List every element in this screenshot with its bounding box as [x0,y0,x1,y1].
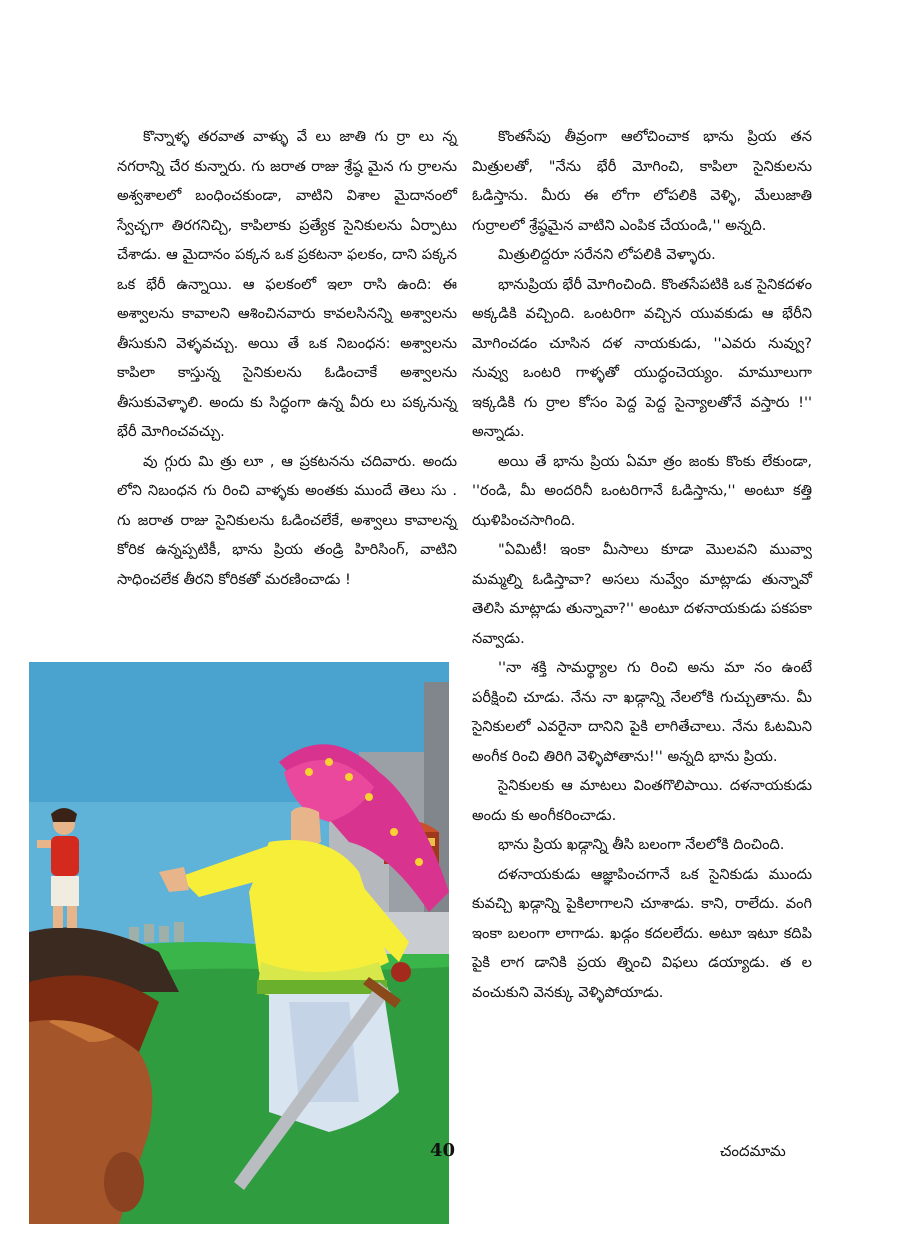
left-text-column [117,122,457,594]
story-illustration [29,662,449,1224]
right-text-column [472,122,812,1007]
left-paragraph-2: వు గ్గురు మి త్రు లూ , ఆ ప్రకటనను చదివారు. అందు లోని నిబంధన గు రించి వాళ్ళకు అంతకు ముందే తెలు సు . గు జరాత రాజు సైనికులను ఓడించలేకే, అశ్వాలు కావాలన్న కోరిక ఉన్నప్పటికీ, భాను ప్రియ తండ్రి హిరిసింగ్, వాటిని సాధించలేక తీరని కోరికతో మరణించాడు ! [117,452,457,588]
right-paragraph-2: మిత్రులిద్దరూ సరేనని లోపలికి వెళ్ళారు. [498,246,716,263]
right-paragraph-9: దళనాయకుడు ఆజ్ఞాపించగానే ఒక సైనికుడు ముందు కువచ్చి ఖడ్గాన్ని పైకిలాగాలని చూశాడు. కాని, రాలేదు. వంగి ఇంకా బలంగా లాగాడు. ఖడ్గం కదలలేదు. అటూ ఇటూ కదిపి పైకి లాగ డానికి ప్రయ త్నించి విఫలు డయ్యాడు. త ల వంచుకుని వెనక్కు వెళ్ళిపోయాడు. [472,865,812,1001]
magazine-name: చందమామ [720,1142,786,1160]
right-paragraph-3: భానుప్రియ భేరీ మోగించింది. కొంతసేపటికి ఒక సైనికదళం అక్కడికి వచ్చింది. ఒంటరిగా వచ్చిన యువకుడు ఆ భేరీని మోగించడం చూసిన దళ నాయకుడు, ''ఎవరు నువ్వు? నువ్వు ఒంటరి గాళ్ళతో యుద్ధంచెయ్యం. మామూలుగా ఇక్కడికి గు ర్రాల కోసం పెద్ద పెద్ద సైన్యాలతోనే వస్తారు !'' అన్నాడు. [472,275,812,440]
right-paragraph-4: అయి తే భాను ప్రియ ఏమా త్రం జంకు కొంకు లేకుండా, ''రండి, మీ అందరినీ ఒంటరిగానే ఓడిస్తాను,'' అంటూ కత్తి ఝళిపించసాగింది. [472,452,812,529]
page-number: 40 [430,1140,456,1161]
right-paragraph-6: ''నా శక్తి సామర్థ్యాల గు రించి అను మా నం ఉంటే పరీక్షించి చూడు. నేను నా ఖడ్గాన్ని నేలలోకి గుచ్చుతాను. మీ సైనికులలో ఎవరైనా దానిని పైకి లాగితేచాలు. నేను ఓటమిని అంగీక రించి తిరిగి వెళ్ళిపోతాను!'' అన్నది భాను ప్రియ. [472,659,812,765]
left-paragraph-1: కొన్నాళ్ళ తరవాత వాళ్ళు వే లు జాతి గు ర్రా లు న్న నగరాన్ని చేర కున్నారు. గు జరాత రాజు శ్రేష్ఠ మైన గు ర్రాలను అశ్వశాలలో బంధించకుండా, వాటిని విశాల మైదానంలో స్వేచ్ఛగా తిరగనిచ్చి, కాపిలాకు ప్రత్యేక సైనికులను ఏర్పాటు చేశాడు. ఆ మైదానం పక్కన ఒక ప్రకటనా ఫలకం, దాని పక్కన ఒక భేరీ ఉన్నాయి. ఆ ఫలకంలో ఇలా రాసి ఉంది: ఈ అశ్వాలను కావాలని ఆశించినవారు కావలసినన్ని అశ్వాలను తీసుకుని వెళ్ళవచ్చు. అయి తే ఒక నిబంధన: అశ్వాలను కాపిలా కాస్తున్న సైనికులను ఓడించాకే అశ్వాలను తీసుకువెళ్ళాలి. అందు కు సిద్ధంగా ఉన్న వీరు లు పక్కనున్న భేరీ మోగించవచ్చు. [117,128,457,440]
horse [29,975,159,1224]
illustration-svg [29,662,449,1224]
right-paragraph-5: "ఏమిటీ! ఇంకా మీసాలు కూడా మొలవని మువ్వా మమ్మల్ని ఓడిస్తావా? అసలు నువ్వేం మాట్లాడు తున్నావో తెలిసి మాట్లాడు తున్నావా?'' అంటూ దళనాయకుడు పకపకా నవ్వాడు. [472,541,812,647]
right-paragraph-8: భాను ప్రియ ఖడ్గాన్ని తీసి బలంగా నేలలోకి దించింది. [498,836,785,853]
right-paragraph-1: కొంతసేపు తీవ్రంగా ఆలోచించాక భాను ప్రియ తన మిత్రులతో, "నేను భేరీ మోగించి, కాపిలా సైనికులను ఓడిస్తాను. మీరు ఈ లోగా లోపలికి వెళ్ళి, మేలుజాతి గుర్రాలలో శ్రేష్ఠమైన వాటిని ఎంపిక చేయండి,'' అన్నది. [472,128,812,234]
right-paragraph-7: సైనికులకు ఆ మాటలు వింతగొలిపాయి. దళనాయకుడు అందు కు అంగీకరించాడు. [472,777,812,824]
